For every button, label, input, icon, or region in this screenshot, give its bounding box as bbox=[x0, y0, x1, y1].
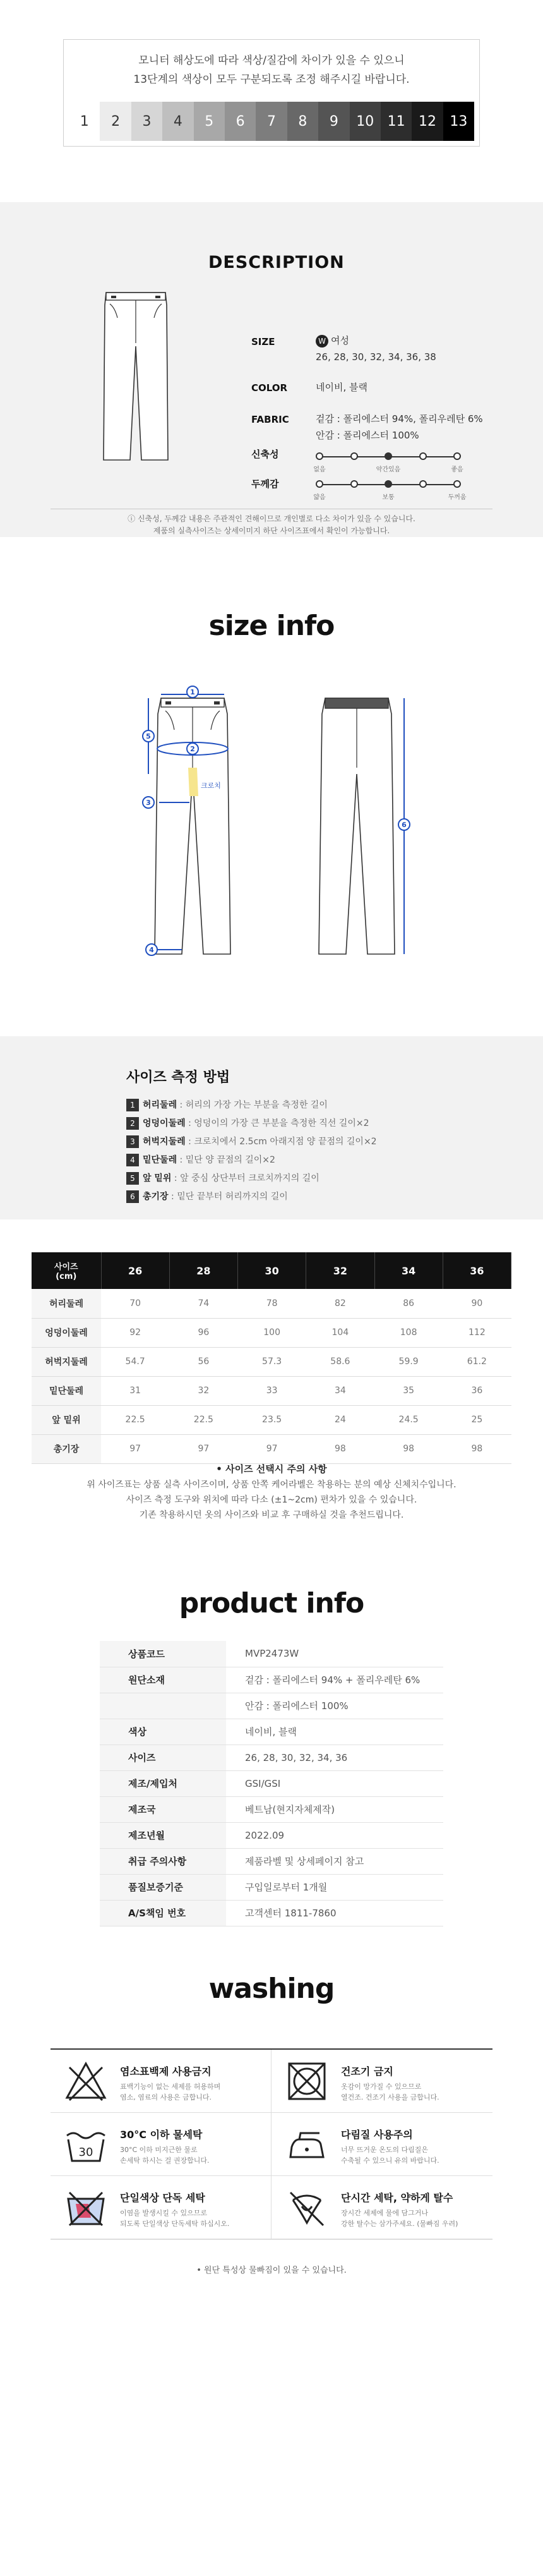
washing-item-title: 다림질 사용주의 bbox=[341, 2129, 413, 2141]
size-cell: 98 bbox=[443, 1434, 511, 1463]
size-list: 26, 28, 30, 32, 34, 36, 38 bbox=[316, 351, 436, 363]
svg-text:1: 1 bbox=[190, 688, 195, 696]
method-desc: : 앞 중심 상단부터 크로치까지의 길이 bbox=[171, 1173, 319, 1183]
size-cell: 23.5 bbox=[238, 1405, 306, 1434]
size-row-label: 엉덩이둘레 bbox=[32, 1318, 101, 1347]
size-cell: 33 bbox=[238, 1376, 306, 1405]
method-title: 사이즈 측정 방법 bbox=[126, 1070, 230, 1085]
product-info-key: 제조년월 bbox=[100, 1822, 226, 1848]
size-cell: 24 bbox=[306, 1405, 374, 1434]
size-cell: 56 bbox=[169, 1347, 237, 1376]
pants-illustration bbox=[101, 286, 170, 463]
product-info-value: 안감 : 폴리에스터 100% bbox=[226, 1693, 443, 1719]
caution-title: • 사이즈 선택시 주의 사항 bbox=[216, 1463, 327, 1475]
no-bleach-icon bbox=[63, 2059, 109, 2104]
grayscale-swatch-9: 9 bbox=[318, 102, 349, 141]
grayscale-swatches bbox=[69, 102, 474, 141]
washing-item-desc bbox=[341, 2208, 486, 2229]
size-cell: 98 bbox=[306, 1434, 374, 1463]
caution-line-2: 사이즈 측정 도구와 위치에 따라 다소 (±1~2cm) 편차가 있을 수 있습니다. bbox=[126, 1495, 417, 1505]
washing-item bbox=[272, 2113, 492, 2176]
thickness-label: 두께감 bbox=[251, 478, 279, 490]
note-line-2: 제품의 실측사이즈는 상세이미지 하단 사이즈표에서 확인이 가능합니다. bbox=[153, 526, 390, 535]
back-pants-diagram bbox=[303, 686, 423, 957]
size-cell: 24.5 bbox=[374, 1405, 443, 1434]
method-name: 총기장 bbox=[143, 1192, 169, 1202]
color-notice-box bbox=[63, 39, 480, 147]
method-desc: : 밑단 끝부터 허리까지의 길이 bbox=[168, 1192, 288, 1202]
size-cell: 82 bbox=[306, 1289, 374, 1318]
size-cell: 86 bbox=[374, 1289, 443, 1318]
product-info-value: 26, 28, 30, 32, 34, 36 bbox=[226, 1745, 443, 1770]
stretch-scale-label: 좋음 bbox=[451, 466, 463, 473]
size-cell: 34 bbox=[306, 1376, 374, 1405]
method-number-badge: 2 bbox=[126, 1117, 139, 1130]
size-table-corner: 사이즈 (cm) bbox=[32, 1252, 101, 1289]
washing-title: washing bbox=[208, 1973, 335, 2005]
product-info-row bbox=[100, 1719, 443, 1745]
note-line-1: ⓘ 신축성, 두께감 내용은 주관적인 견해이므로 개인별로 다소 차이가 있을 수 있습니다. bbox=[128, 514, 415, 523]
washing-desc-line: 30°C 이하 미지근한 물로 bbox=[120, 2146, 198, 2154]
svg-text:30: 30 bbox=[78, 2146, 93, 2159]
size-row-label: 밑단둘레 bbox=[32, 1376, 101, 1405]
svg-text:4: 4 bbox=[149, 946, 154, 954]
women-badge: W bbox=[316, 335, 328, 348]
grayscale-swatch-7: 7 bbox=[256, 102, 287, 141]
method-desc: : 허리의 가장 가는 부분을 측정한 길이 bbox=[177, 1100, 328, 1110]
washing-desc-line: 장시간 세제에 물에 담그거나 bbox=[341, 2209, 429, 2217]
size-column-header: 26 bbox=[101, 1252, 169, 1289]
product-info-key: 취급 주의사항 bbox=[100, 1848, 226, 1874]
size-cell: 57.3 bbox=[238, 1347, 306, 1376]
product-info-value: 구입일로부터 1개월 bbox=[226, 1874, 443, 1900]
stretch-scale-dot bbox=[453, 452, 461, 460]
svg-text:6: 6 bbox=[402, 821, 407, 829]
stretch-scale-dot bbox=[316, 452, 323, 460]
product-info-value: MVP2473W bbox=[226, 1641, 443, 1667]
size-row-label: 허리둘레 bbox=[32, 1289, 101, 1318]
product-info-row bbox=[100, 1796, 443, 1822]
product-info-value: 제품라벨 및 상세페이지 참고 bbox=[226, 1848, 443, 1874]
stretch-scale-dot bbox=[419, 452, 427, 460]
method-number-badge: 3 bbox=[126, 1135, 139, 1148]
washing-grid bbox=[51, 2048, 492, 2240]
size-cell: 35 bbox=[374, 1376, 443, 1405]
size-column-header: 32 bbox=[306, 1252, 374, 1289]
description-title: DESCRIPTION bbox=[208, 253, 345, 272]
washing-item-desc bbox=[120, 2208, 265, 2229]
size-cell: 58.6 bbox=[306, 1347, 374, 1376]
size-table-section bbox=[0, 1252, 543, 1461]
size-cell: 90 bbox=[443, 1289, 511, 1318]
method-item bbox=[126, 1151, 377, 1170]
product-info-key bbox=[100, 1693, 226, 1719]
fabric-outer: 겉감 : 폴리에스터 94%, 폴리우레탄 6% bbox=[316, 413, 483, 425]
size-cell: 59.9 bbox=[374, 1347, 443, 1376]
washing-footnote: • 원단 특성상 물빠짐이 있을 수 있습니다. bbox=[196, 2266, 347, 2275]
washing-desc-line: 이염을 발생시킬 수 있으므로 bbox=[120, 2209, 208, 2217]
size-row-label: 앞 밑위 bbox=[32, 1405, 101, 1434]
size-cell: 36 bbox=[443, 1376, 511, 1405]
product-info-row bbox=[100, 1848, 443, 1874]
method-name: 앞 밑위 bbox=[143, 1173, 172, 1183]
washing-desc-line: 강한 탈수는 삼가주세요. (물빠짐 우려) bbox=[341, 2220, 458, 2228]
washing-desc-line: 손세탁 하시는 걸 권장합니다. bbox=[120, 2156, 210, 2165]
thickness-scale-dot bbox=[419, 480, 427, 488]
product-info-key: 사이즈 bbox=[100, 1745, 226, 1770]
method-item bbox=[126, 1170, 377, 1188]
method-desc: : 밑단 양 끝점의 길이×2 bbox=[177, 1155, 275, 1165]
size-cell: 22.5 bbox=[169, 1405, 237, 1434]
size-info-section bbox=[0, 537, 543, 1017]
method-item bbox=[126, 1115, 377, 1133]
thickness-scale-label: 보통 bbox=[382, 494, 395, 501]
product-info-row bbox=[100, 1641, 443, 1667]
method-desc: : 엉덩이의 가장 큰 부분을 측정한 직선 길이×2 bbox=[185, 1118, 369, 1128]
washing-item-title: 단시간 세탁, 약하게 탈수 bbox=[341, 2192, 453, 2204]
product-info-section bbox=[0, 1587, 543, 1947]
grayscale-swatch-5: 5 bbox=[194, 102, 225, 141]
washing-desc-line: 되도록 단일색상 단독세탁 하십시오. bbox=[120, 2220, 230, 2228]
size-cell: 92 bbox=[101, 1318, 169, 1347]
product-info-row bbox=[100, 1874, 443, 1900]
grayscale-swatch-4: 4 bbox=[162, 102, 193, 141]
grayscale-swatch-13: 13 bbox=[443, 102, 474, 141]
size-table-row bbox=[32, 1347, 511, 1376]
fabric-value bbox=[316, 411, 483, 444]
separate-wash-icon bbox=[63, 2185, 109, 2230]
washing-item-desc bbox=[120, 2144, 265, 2166]
color-notice-section bbox=[0, 0, 543, 171]
product-info-row bbox=[100, 1900, 443, 1926]
thickness-scale-dot bbox=[316, 480, 323, 488]
washing-item-title: 염소표백제 사용금지 bbox=[120, 2065, 212, 2077]
size-cell: 112 bbox=[443, 1318, 511, 1347]
size-table-header-row bbox=[32, 1252, 511, 1289]
size-column-header: 36 bbox=[443, 1252, 511, 1289]
size-cell: 61.2 bbox=[443, 1347, 511, 1376]
product-info-value: GSI/GSI bbox=[226, 1770, 443, 1796]
size-cell: 32 bbox=[169, 1376, 237, 1405]
grayscale-swatch-8: 8 bbox=[287, 102, 318, 141]
product-info-row bbox=[100, 1693, 443, 1719]
size-column-header: 30 bbox=[238, 1252, 306, 1289]
method-number-badge: 6 bbox=[126, 1190, 139, 1203]
description-note bbox=[0, 513, 543, 537]
size-cell: 100 bbox=[238, 1318, 306, 1347]
thickness-scale-dot bbox=[350, 480, 358, 488]
washing-item bbox=[272, 2176, 492, 2239]
product-info-key: 상품코드 bbox=[100, 1641, 226, 1667]
svg-text:3: 3 bbox=[146, 799, 151, 807]
method-name: 밑단둘레 bbox=[143, 1155, 177, 1165]
size-value bbox=[316, 332, 436, 365]
product-info-value: 베트남(현지자체제작) bbox=[226, 1796, 443, 1822]
size-table-row bbox=[32, 1289, 511, 1318]
washing-desc-line: 표백기능이 없는 세제를 허용하며 bbox=[120, 2083, 221, 2091]
thickness-scale-dot bbox=[453, 480, 461, 488]
stretch-scale-label: 약간있음 bbox=[376, 466, 401, 473]
size-cell: 108 bbox=[374, 1318, 443, 1347]
size-cell: 104 bbox=[306, 1318, 374, 1347]
method-number-badge: 4 bbox=[126, 1154, 139, 1166]
grayscale-swatch-10: 10 bbox=[350, 102, 381, 141]
size-column-header: 28 bbox=[169, 1252, 237, 1289]
product-info-title: product info bbox=[179, 1587, 364, 1619]
washing-desc-line: 너무 뜨거운 온도의 다림질은 bbox=[341, 2146, 429, 2154]
method-name: 엉덩이둘레 bbox=[143, 1118, 186, 1128]
size-cell: 25 bbox=[443, 1405, 511, 1434]
washing-item bbox=[51, 2050, 272, 2113]
washing-desc-line: 수축될 수 있으니 유의 바랍니다. bbox=[341, 2156, 439, 2165]
method-item bbox=[126, 1096, 377, 1115]
method-number-badge: 5 bbox=[126, 1172, 139, 1185]
gentle-spin-icon bbox=[284, 2185, 330, 2230]
size-table-row bbox=[32, 1318, 511, 1347]
washing-item bbox=[51, 2113, 272, 2176]
product-info-row bbox=[100, 1667, 443, 1693]
size-label: SIZE bbox=[251, 336, 275, 348]
product-info-key: 제조국 bbox=[100, 1796, 226, 1822]
product-info-key: 원단소재 bbox=[100, 1667, 226, 1693]
method-number-badge: 1 bbox=[126, 1099, 139, 1111]
description-section bbox=[0, 202, 543, 537]
washing-desc-line: 열건조. 건조기 사용을 금합니다. bbox=[341, 2093, 439, 2101]
stretch-label: 신축성 bbox=[251, 449, 279, 460]
grayscale-swatch-6: 6 bbox=[225, 102, 256, 141]
washing-section bbox=[0, 1973, 543, 2295]
grayscale-swatch-1: 1 bbox=[69, 102, 100, 141]
product-info-value: 겉감 : 폴리에스터 94% + 폴리우레탄 6% bbox=[226, 1667, 443, 1693]
size-cell: 78 bbox=[238, 1289, 306, 1318]
product-info-value: 2022.09 bbox=[226, 1822, 443, 1848]
size-cell: 98 bbox=[374, 1434, 443, 1463]
stretch-scale bbox=[313, 450, 463, 475]
size-cell: 31 bbox=[101, 1376, 169, 1405]
caution-line-3: 기존 착용하시던 옷의 사이즈와 비교 후 구매하실 것을 추천드립니다. bbox=[139, 1510, 404, 1520]
notice-line-1: 모니터 해상도에 따라 색상/질감에 차이가 있을 수 있으니 bbox=[138, 54, 405, 67]
method-desc: : 크로치에서 2.5cm 아래지점 양 끝점의 길이×2 bbox=[185, 1137, 377, 1147]
washing-item bbox=[272, 2050, 492, 2113]
color-value: 네이비, 블랙 bbox=[316, 382, 367, 393]
product-info-key: A/S책임 번호 bbox=[100, 1900, 226, 1926]
washing-item-desc bbox=[341, 2081, 486, 2103]
washing-desc-line: 옷감이 망가질 수 있으므로 bbox=[341, 2083, 422, 2091]
size-table-row bbox=[32, 1405, 511, 1434]
crotch-label: 크로치 bbox=[201, 782, 221, 790]
washing-item-desc bbox=[120, 2081, 265, 2103]
size-table-row bbox=[32, 1376, 511, 1405]
size-column-header: 34 bbox=[374, 1252, 443, 1289]
product-info-key: 색상 bbox=[100, 1719, 226, 1745]
size-cell: 97 bbox=[238, 1434, 306, 1463]
product-info-table bbox=[100, 1641, 443, 1926]
no-tumble-dry-icon bbox=[284, 2059, 330, 2104]
notice-line-2: 13단계의 색상이 모두 구분되도록 조정 해주시길 바랍니다. bbox=[133, 73, 410, 86]
product-info-key: 품질보증기준 bbox=[100, 1874, 226, 1900]
grayscale-swatch-12: 12 bbox=[412, 102, 443, 141]
size-cell: 74 bbox=[169, 1289, 237, 1318]
size-info-title: size info bbox=[208, 610, 335, 642]
size-cell: 70 bbox=[101, 1289, 169, 1318]
product-info-row bbox=[100, 1822, 443, 1848]
size-cell: 54.7 bbox=[101, 1347, 169, 1376]
method-name: 허리둘레 bbox=[143, 1100, 177, 1110]
size-caution-section bbox=[0, 1461, 543, 1568]
thickness-scale-label: 얇음 bbox=[313, 494, 326, 501]
washing-item-desc bbox=[341, 2144, 486, 2166]
size-cell: 97 bbox=[169, 1434, 237, 1463]
svg-text:2: 2 bbox=[190, 745, 195, 753]
fabric-inner: 안감 : 폴리에스터 100% bbox=[316, 430, 419, 441]
product-info-value: 고객센터 1811-7860 bbox=[226, 1900, 443, 1926]
method-name: 허벅지둘레 bbox=[143, 1137, 186, 1147]
wash-30-icon bbox=[63, 2122, 109, 2167]
size-row-label: 허벅지둘레 bbox=[32, 1347, 101, 1376]
size-cell: 97 bbox=[101, 1434, 169, 1463]
color-label: COLOR bbox=[251, 382, 288, 394]
caution-line-1: 위 사이즈표는 상품 실측 사이즈이며, 상품 안쪽 케어라벨은 착용하는 분의 예상 신체치수입니다. bbox=[87, 1480, 456, 1490]
product-info-key: 제조/제입처 bbox=[100, 1770, 226, 1796]
size-table-row bbox=[32, 1434, 511, 1463]
stretch-scale-label: 없음 bbox=[313, 466, 326, 473]
method-item bbox=[126, 1133, 377, 1151]
washing-item-title: 단일색상 단독 세탁 bbox=[120, 2192, 205, 2204]
grayscale-swatch-11: 11 bbox=[381, 102, 412, 141]
method-list bbox=[126, 1096, 377, 1206]
washing-item-title: 건조기 금지 bbox=[341, 2065, 393, 2077]
fabric-label: FABRIC bbox=[251, 414, 289, 425]
measurement-method-section bbox=[0, 1036, 543, 1219]
size-row-label: 총기장 bbox=[32, 1434, 101, 1463]
washing-item-title: 30°C 이하 물세탁 bbox=[120, 2129, 203, 2141]
grayscale-swatch-2: 2 bbox=[100, 102, 131, 141]
thickness-scale-label: 두꺼움 bbox=[448, 494, 467, 501]
grayscale-swatch-3: 3 bbox=[131, 102, 162, 141]
stretch-scale-dot bbox=[385, 452, 392, 460]
stretch-scale-dot bbox=[350, 452, 358, 460]
size-cell: 96 bbox=[169, 1318, 237, 1347]
product-info-row bbox=[100, 1770, 443, 1796]
method-item bbox=[126, 1188, 377, 1206]
svg-text:5: 5 bbox=[146, 732, 151, 741]
product-info-row bbox=[100, 1745, 443, 1770]
thickness-scale-dot bbox=[385, 480, 392, 488]
washing-item bbox=[51, 2176, 272, 2239]
washing-desc-line: 염소, 염료의 사용은 금합니다. bbox=[120, 2093, 212, 2101]
size-cell: 22.5 bbox=[101, 1405, 169, 1434]
gender-text: 여성 bbox=[331, 335, 349, 346]
iron-icon bbox=[284, 2122, 330, 2167]
thickness-scale bbox=[313, 478, 467, 503]
product-info-value: 네이비, 블랙 bbox=[226, 1719, 443, 1745]
size-table bbox=[32, 1252, 511, 1464]
front-pants-diagram bbox=[133, 686, 253, 957]
